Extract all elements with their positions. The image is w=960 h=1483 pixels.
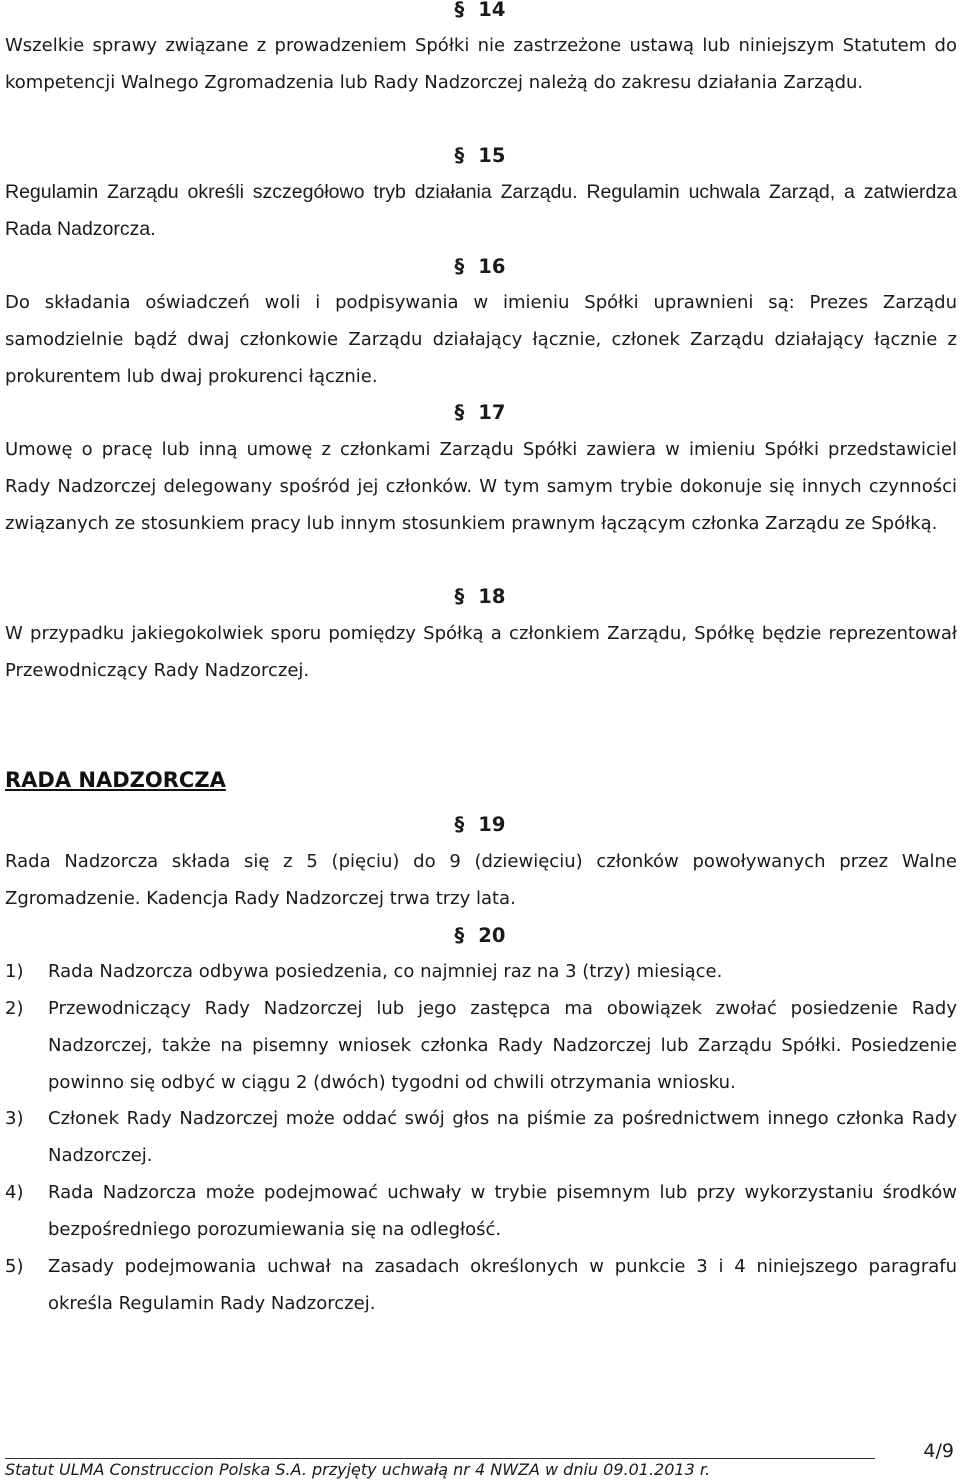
section-symbol: § <box>454 813 465 836</box>
section-number: 17 <box>478 401 506 424</box>
section-15-heading <box>0 144 960 167</box>
list-item-number: 5) <box>5 1256 24 1277</box>
section-number: 14 <box>478 0 506 21</box>
list-item-text: Członek Rady Nadzorczej może oddać swój głos na piśmie za pośrednictwem innego członka Rady Nadzorczej. <box>48 1108 957 1166</box>
list-item-number: 2) <box>5 998 24 1019</box>
paragraph-19: Rada Nadzorcza składa się z 5 (pięciu) do 9 (dziewięciu) członków powoływanych przez Walne Zgromadzenie. Kadencja Rady Nadzorczej trwa trzy lata. <box>5 851 957 909</box>
paragraph-17: Umowę o pracę lub inną umowę z członkami Zarządu Spółki zawiera w imieniu Spółki przedstawiciel Rady Nadzorczej delegowany spośród jej członków. W tym samym trybie dokonuje się innych czynności związanych ze stosunkiem pracy lub innym stosunkiem prawnym łączącym członka Zarządu ze Spółką. <box>5 439 957 534</box>
section-number: 16 <box>478 255 506 278</box>
section-symbol: § <box>454 0 465 21</box>
paragraph-16: Do składania oświadczeń woli i podpisywania w imieniu Spółki uprawnieni są: Prezes Zarządu samodzielnie bądź dwaj członkowie Zarządu działający łącznie, członek Zarządu działający łącznie z prokurentem lub dwaj prokurenci łącznie. <box>5 292 957 387</box>
chapter-heading: RADA NADZORCZA <box>5 768 226 792</box>
list-item-number: 3) <box>5 1108 24 1129</box>
section-20-heading <box>0 924 960 947</box>
section-number: 18 <box>478 585 506 608</box>
paragraph-14: Wszelkie sprawy związane z prowadzeniem Spółki nie zastrzeżone ustawą lub niniejszym Statutem do kompetencji Walnego Zgromadzenia lub Rady Nadzorczej należą do zakresu działania Zarządu. <box>5 35 957 93</box>
section-number: 15 <box>478 144 506 167</box>
section-symbol: § <box>454 401 465 424</box>
section-18-heading <box>0 585 960 608</box>
section-symbol: § <box>454 924 465 947</box>
list-item-text: Rada Nadzorcza może podejmować uchwały w trybie pisemnym lub przy wykorzystaniu środków bezpośredniego porozumiewania się na odległość. <box>48 1182 957 1240</box>
paragraph-15: Regulamin Zarządu określi szczegółowo tryb działania Zarządu. Regulamin uchwala Zarząd, a zatwierdza Rada Nadzorcza. <box>5 181 957 240</box>
page-number: 4/9 <box>923 1440 954 1462</box>
section-symbol: § <box>454 585 465 608</box>
footer-divider <box>5 1458 875 1459</box>
section-16-heading <box>0 255 960 278</box>
section-number: 20 <box>478 924 506 947</box>
list-item-number: 4) <box>5 1182 24 1203</box>
section-14-heading <box>0 0 960 21</box>
section-symbol: § <box>454 255 465 278</box>
footer-text: Statut ULMA Construccion Polska S.A. przyjęty uchwałą nr 4 NWZA w dniu 09.01.2013 r. <box>5 1460 711 1479</box>
paragraph-18: W przypadku jakiegokolwiek sporu pomiędzy Spółką a członkiem Zarządu, Spółkę będzie reprezentował Przewodniczący Rady Nadzorczej. <box>5 623 957 681</box>
list-item-text: Przewodniczący Rady Nadzorczej lub jego zastępca ma obowiązek zwołać posiedzenie Rady Nadzorczej, także na pisemny wniosek członka Rady Nadzorczej lub Zarządu Spółki. Posiedzenie powinno się odbyć w ciągu 2 (dwóch) tygodni od chwili otrzymania wniosku. <box>48 998 957 1093</box>
section-number: 19 <box>478 813 506 836</box>
list-item-text: Rada Nadzorcza odbywa posiedzenia, co najmniej raz na 3 (trzy) miesiące. <box>48 961 723 982</box>
section-symbol: § <box>454 144 465 167</box>
list-item-number: 1) <box>5 961 24 982</box>
section-17-heading <box>0 401 960 424</box>
section-19-heading <box>0 813 960 836</box>
list-item-text: Zasady podejmowania uchwał na zasadach określonych w punkcie 3 i 4 niniejszego paragrafu określa Regulamin Rady Nadzorczej. <box>48 1256 957 1314</box>
